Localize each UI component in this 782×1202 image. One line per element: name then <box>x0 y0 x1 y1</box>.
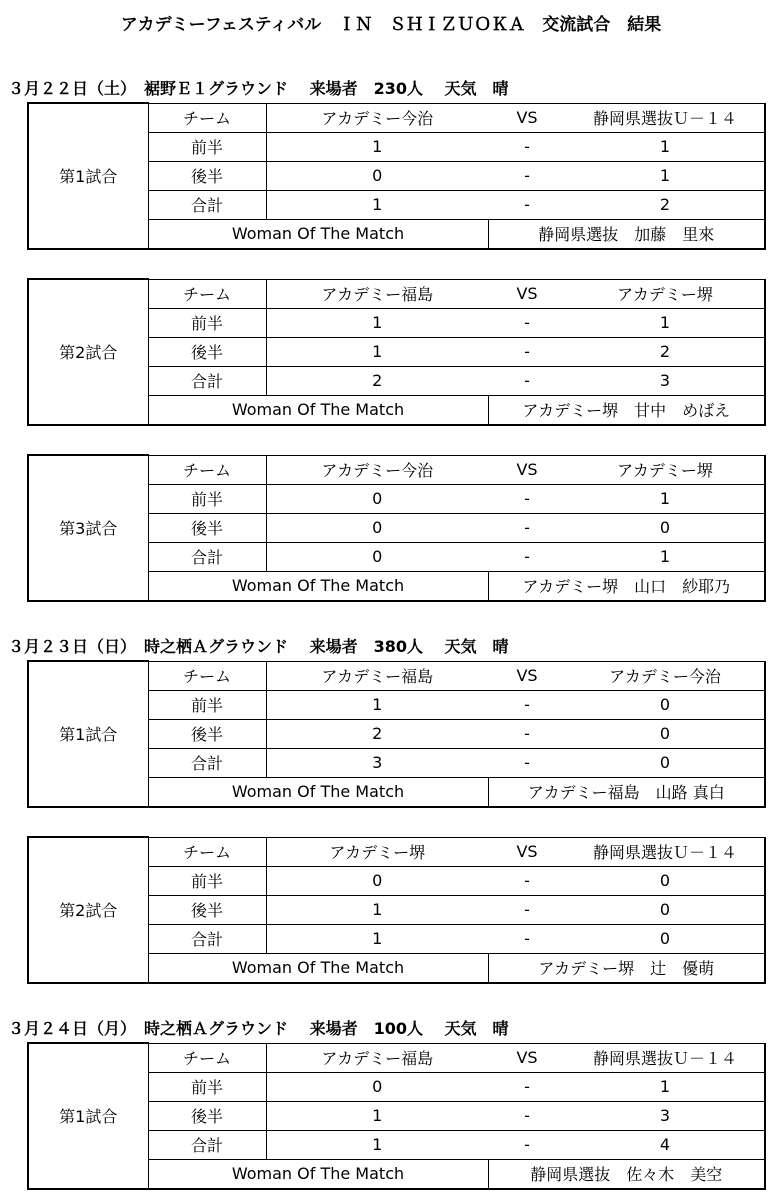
away-team: アカデミー堺 <box>566 455 765 484</box>
wotm-label: Woman Of The Match <box>148 219 488 249</box>
away-score: 0 <box>566 895 765 924</box>
match-table <box>27 836 766 984</box>
team-label: チーム <box>148 661 266 690</box>
score-separator: - <box>488 132 566 161</box>
vs-label: VS <box>488 455 566 484</box>
score-separator: - <box>488 366 566 395</box>
match-table <box>27 102 766 250</box>
away-score: 0 <box>566 513 765 542</box>
vs-label: VS <box>488 1043 566 1072</box>
home-score: 1 <box>266 895 488 924</box>
match-name: 第1試合 <box>28 1043 148 1189</box>
period-label: 後半 <box>148 337 266 366</box>
home-score: 0 <box>266 1072 488 1101</box>
day-header: ３月２３日（日） 時之栖Ａグラウンド 来場者 380人 天気 晴 <box>8 637 509 656</box>
away-score: 1 <box>566 132 765 161</box>
team-label: チーム <box>148 837 266 866</box>
wotm-label: Woman Of The Match <box>148 777 488 807</box>
wotm-label: Woman Of The Match <box>148 571 488 601</box>
home-score: 2 <box>266 366 488 395</box>
team-label: チーム <box>148 103 266 132</box>
period-label: 後半 <box>148 161 266 190</box>
match-table <box>27 278 766 426</box>
day-header: ３月２２日（土） 裾野Ｅ１グラウンド 来場者 230人 天気 晴 <box>8 79 509 98</box>
period-label: 前半 <box>148 484 266 513</box>
vs-label: VS <box>488 837 566 866</box>
period-label: 前半 <box>148 866 266 895</box>
period-label: 前半 <box>148 308 266 337</box>
score-separator: - <box>488 895 566 924</box>
team-row <box>28 455 765 484</box>
home-score: 2 <box>266 719 488 748</box>
period-label: 合計 <box>148 924 266 953</box>
home-score: 0 <box>266 513 488 542</box>
score-separator: - <box>488 308 566 337</box>
day-header: ３月２４日（月） 時之栖Ａグラウンド 来場者 100人 天気 晴 <box>8 1019 509 1038</box>
period-label: 後半 <box>148 719 266 748</box>
team-row <box>28 279 765 308</box>
home-score: 1 <box>266 337 488 366</box>
away-score: 0 <box>566 866 765 895</box>
home-score: 1 <box>266 132 488 161</box>
score-separator: - <box>488 190 566 219</box>
period-label: 後半 <box>148 513 266 542</box>
home-team: アカデミー今治 <box>266 103 488 132</box>
score-separator: - <box>488 1101 566 1130</box>
home-team: アカデミー福島 <box>266 661 488 690</box>
score-separator: - <box>488 542 566 571</box>
away-score: 1 <box>566 542 765 571</box>
away-score: 1 <box>566 308 765 337</box>
score-separator: - <box>488 484 566 513</box>
home-score: 1 <box>266 1130 488 1159</box>
wotm-label: Woman Of The Match <box>148 395 488 425</box>
home-score: 1 <box>266 1101 488 1130</box>
team-row <box>28 661 765 690</box>
away-score: 3 <box>566 1101 765 1130</box>
wotm-player: アカデミー福島 山路 真白 <box>488 777 765 807</box>
away-team: 静岡県選抜Ｕ－１４ <box>566 837 765 866</box>
away-score: 0 <box>566 719 765 748</box>
team-label: チーム <box>148 1043 266 1072</box>
away-score: 0 <box>566 748 765 777</box>
match-table <box>27 454 766 602</box>
period-label: 前半 <box>148 132 266 161</box>
score-separator: - <box>488 161 566 190</box>
period-label: 合計 <box>148 366 266 395</box>
vs-label: VS <box>488 103 566 132</box>
period-label: 合計 <box>148 748 266 777</box>
score-separator: - <box>488 719 566 748</box>
score-separator: - <box>488 1072 566 1101</box>
home-score: 0 <box>266 161 488 190</box>
team-label: チーム <box>148 455 266 484</box>
home-score: 1 <box>266 690 488 719</box>
away-team: アカデミー堺 <box>566 279 765 308</box>
wotm-label: Woman Of The Match <box>148 1159 488 1189</box>
home-team: アカデミー堺 <box>266 837 488 866</box>
match-table <box>27 660 766 808</box>
home-team: アカデミー福島 <box>266 279 488 308</box>
score-separator: - <box>488 924 566 953</box>
home-score: 0 <box>266 542 488 571</box>
score-separator: - <box>488 866 566 895</box>
home-score: 1 <box>266 308 488 337</box>
match-name: 第2試合 <box>28 279 148 425</box>
away-score: 2 <box>566 337 765 366</box>
match-name: 第3試合 <box>28 455 148 601</box>
wotm-player: アカデミー堺 辻 優萌 <box>488 953 765 983</box>
period-label: 後半 <box>148 1101 266 1130</box>
match-name: 第1試合 <box>28 103 148 249</box>
period-label: 合計 <box>148 190 266 219</box>
home-score: 1 <box>266 924 488 953</box>
period-label: 前半 <box>148 1072 266 1101</box>
wotm-label: Woman Of The Match <box>148 953 488 983</box>
period-label: 後半 <box>148 895 266 924</box>
away-score: 1 <box>566 1072 765 1101</box>
away-score: 0 <box>566 924 765 953</box>
team-row <box>28 837 765 866</box>
away-score: 1 <box>566 161 765 190</box>
home-score: 1 <box>266 190 488 219</box>
home-score: 0 <box>266 866 488 895</box>
period-label: 合計 <box>148 542 266 571</box>
vs-label: VS <box>488 279 566 308</box>
away-score: 0 <box>566 690 765 719</box>
away-team: 静岡県選抜Ｕ－１４ <box>566 1043 765 1072</box>
wotm-player: 静岡県選抜 佐々木 美空 <box>488 1159 765 1189</box>
match-name: 第2試合 <box>28 837 148 983</box>
page-title: アカデミーフェスティバル ＩＮ ＳＨＩＺＵＯＫＡ 交流試合 結果 <box>120 15 662 35</box>
match-table <box>27 1042 766 1190</box>
score-separator: - <box>488 748 566 777</box>
away-score: 4 <box>566 1130 765 1159</box>
vs-label: VS <box>488 661 566 690</box>
score-separator: - <box>488 337 566 366</box>
team-row <box>28 1043 765 1072</box>
wotm-player: アカデミー堺 甘中 めばえ <box>488 395 765 425</box>
match-name: 第1試合 <box>28 661 148 807</box>
score-separator: - <box>488 1130 566 1159</box>
score-separator: - <box>488 690 566 719</box>
period-label: 前半 <box>148 690 266 719</box>
wotm-player: アカデミー堺 山口 紗耶乃 <box>488 571 765 601</box>
team-label: チーム <box>148 279 266 308</box>
home-team: アカデミー福島 <box>266 1043 488 1072</box>
away-score: 2 <box>566 190 765 219</box>
team-row <box>28 103 765 132</box>
home-score: 3 <box>266 748 488 777</box>
home-score: 0 <box>266 484 488 513</box>
score-separator: - <box>488 513 566 542</box>
away-score: 3 <box>566 366 765 395</box>
wotm-player: 静岡県選抜 加藤 里來 <box>488 219 765 249</box>
period-label: 合計 <box>148 1130 266 1159</box>
away-team: 静岡県選抜Ｕ－１４ <box>566 103 765 132</box>
away-score: 1 <box>566 484 765 513</box>
away-team: アカデミー今治 <box>566 661 765 690</box>
home-team: アカデミー今治 <box>266 455 488 484</box>
